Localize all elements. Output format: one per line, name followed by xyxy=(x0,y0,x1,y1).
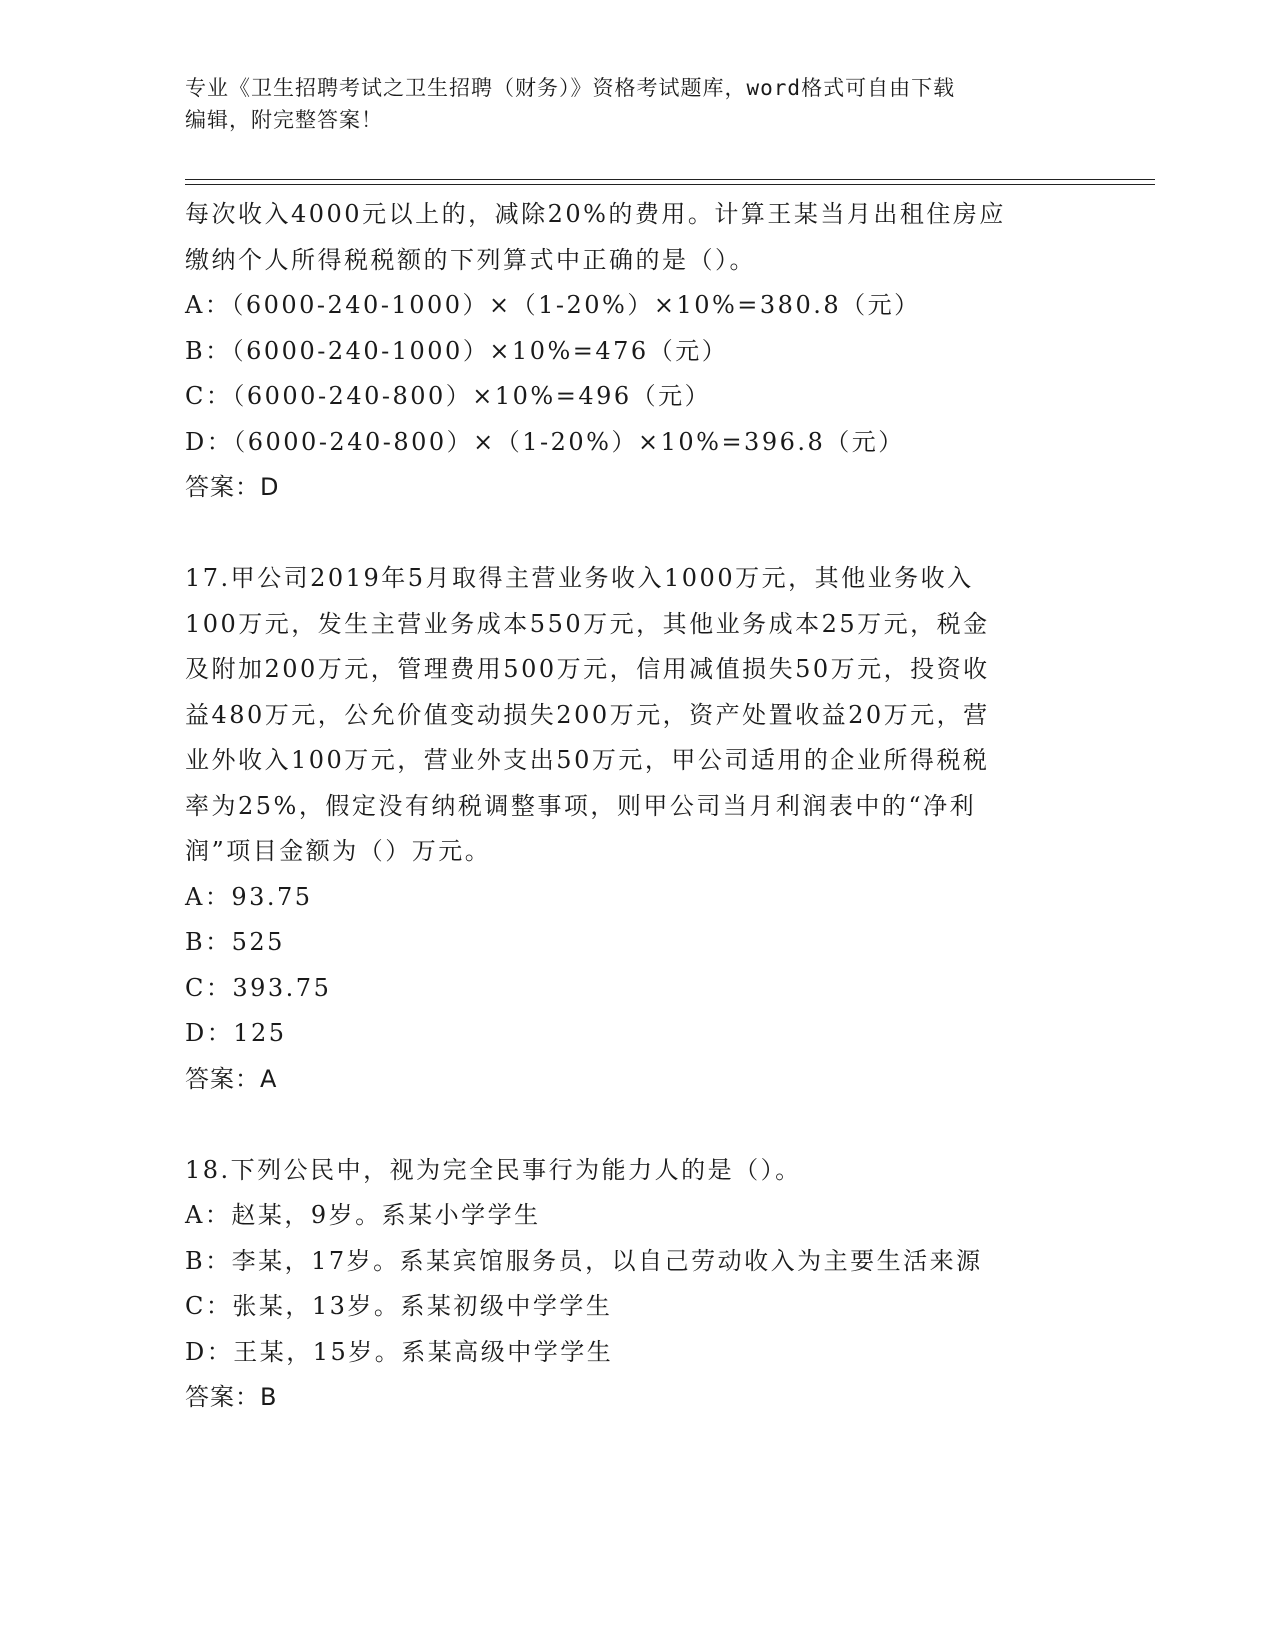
question-16-option-d: D：（6000-240-800）×（1-20%）×10%=396.8（元） xyxy=(185,427,905,456)
question-17-option-b: B：525 xyxy=(185,928,285,956)
question-spacer xyxy=(185,1102,1085,1148)
question-16-answer: 答案：D xyxy=(185,473,280,501)
question-18-option-c: C：张某，13岁。系某初级中学学生 xyxy=(185,1292,613,1320)
header-rule-bottom xyxy=(185,184,1155,185)
question-17-option-d: D：125 xyxy=(185,1019,287,1047)
question-16 xyxy=(185,192,1085,511)
header-line-2: 编辑，附完整答案！ xyxy=(185,108,383,132)
question-17-option-c: C：393.75 xyxy=(185,973,332,1002)
header-rule-top xyxy=(185,179,1155,180)
question-18-option-b: B：李某，17岁。系某宾馆服务员，以自己劳动收入为主要生活来源 xyxy=(185,1246,983,1275)
question-18-option-a: A：赵某，9岁。系某小学学生 xyxy=(185,1201,541,1229)
question-18-option-d: D：王某，15岁。系某高级中学学生 xyxy=(185,1337,614,1366)
page-header xyxy=(185,72,1065,136)
question-17-stem-line: 益480万元，公允价值变动损失200万元，资产处置收益20万元，营 xyxy=(185,700,990,729)
question-17-stem-line: 率为25%，假定没有纳税调整事项，则甲公司当月利润表中的“净利 xyxy=(185,791,977,820)
question-17 xyxy=(185,556,1085,1102)
question-17-stem-line: 100万元，发生主营业务成本550万元，其他业务成本25万元，税金 xyxy=(185,609,990,638)
question-17-stem-line: 17.甲公司2019年5月取得主营业务收入1000万元，其他业务收入 xyxy=(185,564,974,592)
question-16-option-b: B：（6000-240-1000）×10%=476（元） xyxy=(185,336,729,365)
question-17-option-a: A：93.75 xyxy=(185,882,313,911)
question-16-option-a: A：（6000-240-1000）×（1-20%）×10%=380.8（元） xyxy=(185,291,921,319)
question-18 xyxy=(185,1148,1085,1421)
question-17-stem-line: 业外收入100万元，营业外支出50万元，甲公司适用的企业所得税税 xyxy=(185,746,990,774)
question-17-stem-line: 润”项目金额为（）万元。 xyxy=(185,837,492,865)
header-line-1: 专业《卫生招聘考试之卫生招聘（财务）》资格考试题库，word格式可自由下载 xyxy=(185,76,956,100)
document-body xyxy=(185,192,1085,1421)
question-18-stem-line: 18.下列公民中，视为完全民事行为能力人的是（）。 xyxy=(185,1155,802,1184)
question-17-stem-line: 及附加200万元，管理费用500万元，信用减值损失50万元，投资收 xyxy=(185,655,990,683)
question-16-stem-line: 缴纳个人所得税税额的下列算式中正确的是（）。 xyxy=(185,245,756,274)
question-16-stem-line: 每次收入4000元以上的，减除20%的费用。计算王某当月出租住房应 xyxy=(185,200,1006,228)
question-17-answer: 答案：A xyxy=(185,1064,278,1093)
question-16-option-c: C：（6000-240-800）×10%=496（元） xyxy=(185,382,712,410)
question-spacer xyxy=(185,511,1085,557)
question-18-answer: 答案：B xyxy=(185,1383,278,1411)
